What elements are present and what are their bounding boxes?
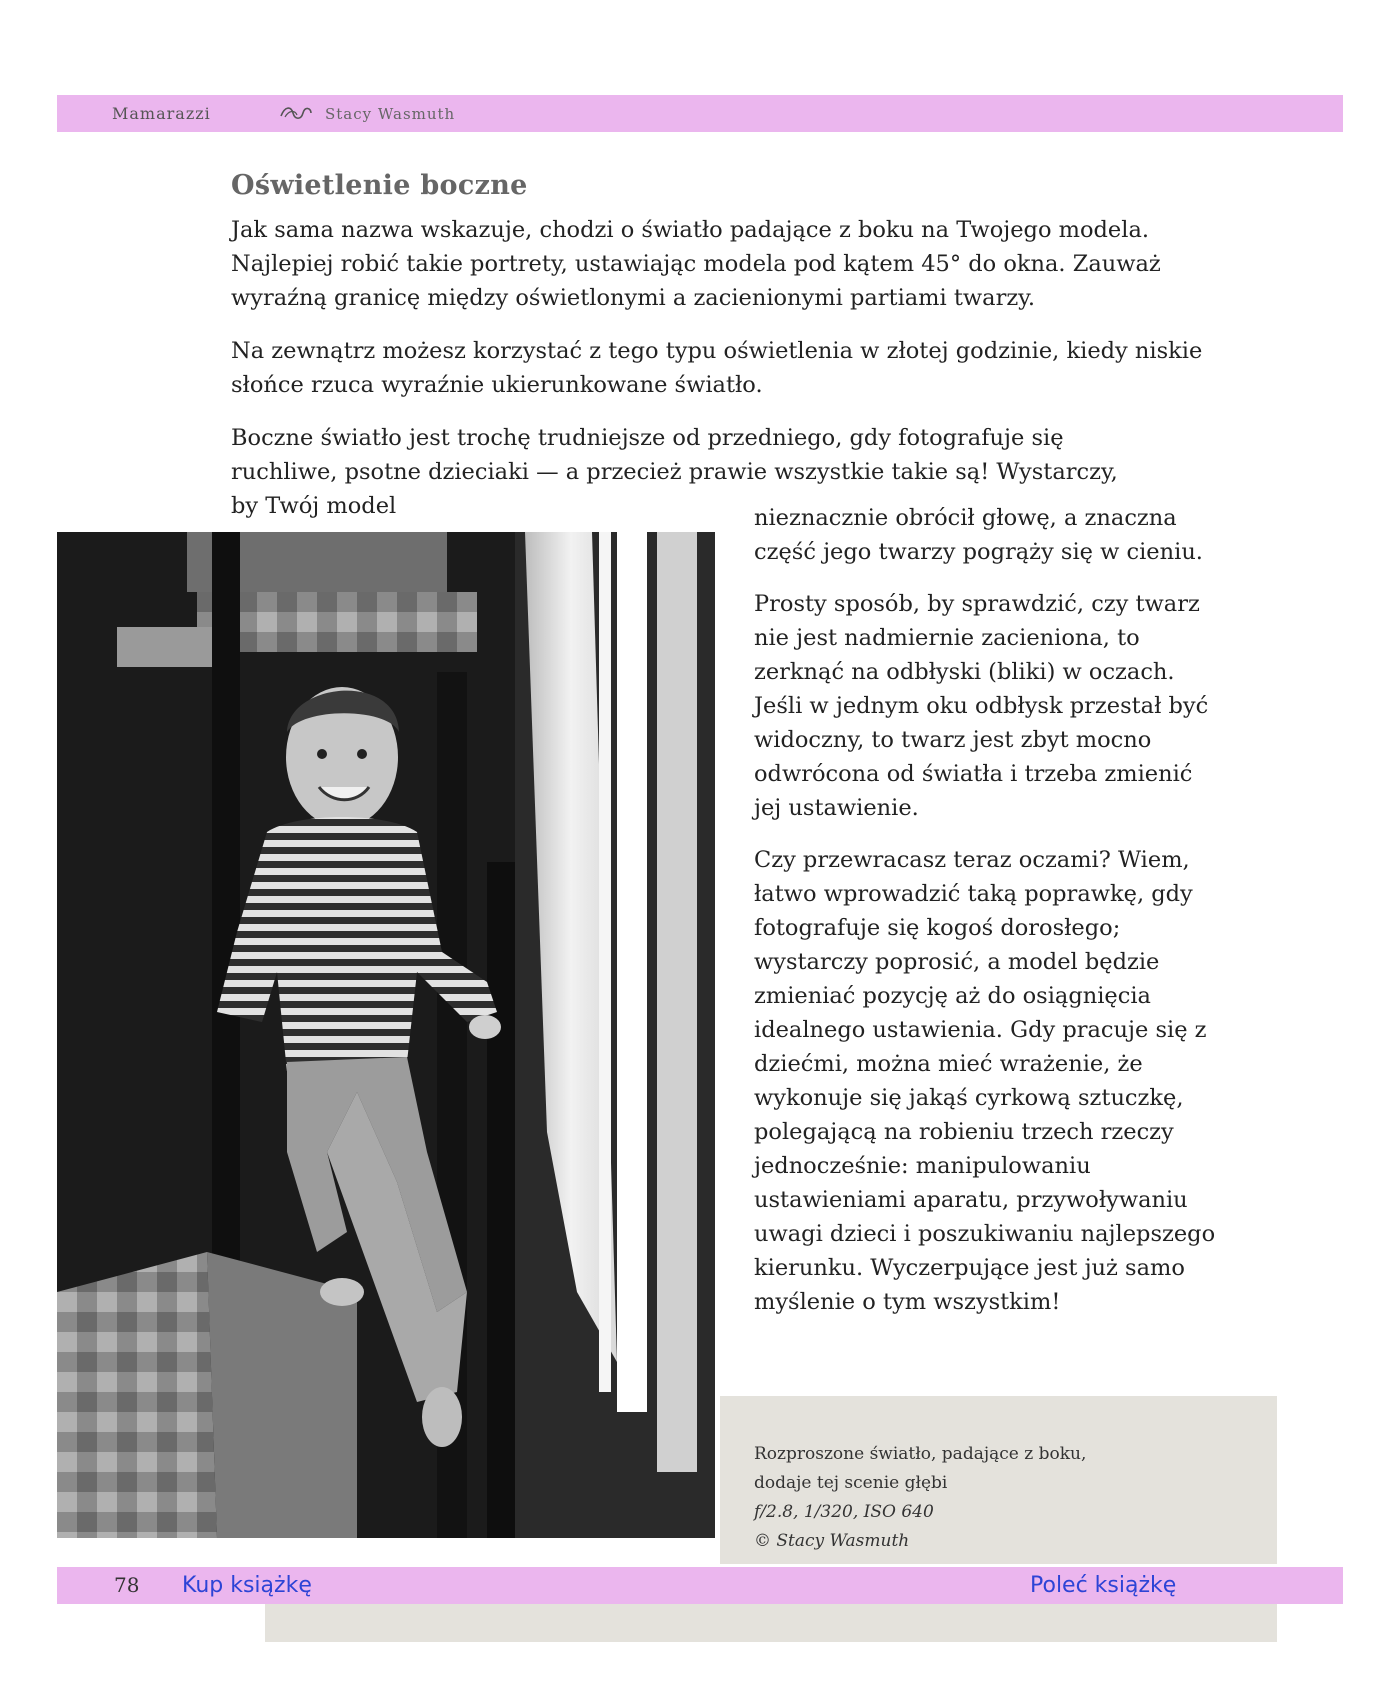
- section-title: Oświetlenie boczne: [231, 170, 528, 201]
- recommend-book-link[interactable]: Poleć książkę: [1030, 1573, 1177, 1598]
- caption-credit: © Stacy Wasmuth: [754, 1531, 910, 1551]
- caption-line: dodaje tej scenie głębi: [754, 1473, 948, 1493]
- paragraph: Boczne światło jest trochę trudniejsze od przedniego, gdy fotografuje się ruchliwe, psotne dzieciaki — a przecież prawie wszystkie takie są! Wystarczy, by Twój model: [231, 425, 1118, 519]
- page-number: 78: [114, 1573, 140, 1597]
- paragraph: Czy przewracasz teraz oczami? Wiem, łatwo wprowadzić taką poprawkę, gdy fotografuje się kogoś dorosłego; wystarczy poprosić, a model będzie zmieniać pozycję aż do osiągnięcia idealnego ustawienia. Gdy pracuje się z dziećmi, można mieć wrażenie, że wykonuje się jakąś cyrkową sztuczkę, polegającą na robieniu trzech rzeczy jednocześnie: manipulowaniu ustawieniami aparatu, przywoływaniu uwagi dzieci i poszukiwaniu najlepszego kierunku. Wyczerpujące jest już samo myślenie o tym wszystkim!: [754, 847, 1216, 1315]
- boy-window-photo: [57, 532, 715, 1538]
- running-footer: [57, 1567, 1343, 1604]
- caption-background-strip: [265, 1604, 1277, 1642]
- author-name: Stacy Wasmuth: [325, 105, 456, 123]
- photo-caption: [754, 1440, 1234, 1556]
- paragraph: Prosty sposób, by sprawdzić, czy twarz nie jest nadmiernie zacieniona, to zerknąć na odbłyski (bliki) w oczach. Jeśli w jednym oku odbłysk przestał być widoczny, to twarz jest zbyt mocno odwrócona od światła i trzeba zmienić jej ustawienie.: [754, 591, 1209, 821]
- ornament-icon: [279, 104, 313, 122]
- book-title: Mamarazzi: [112, 104, 211, 123]
- paragraph: Na zewnątrz możesz korzystać z tego typu oświetlenia w złotej godzinie, kiedy niskie słońce rzuca wyraźnie ukierunkowane światło.: [231, 338, 1203, 398]
- right-column-text: [754, 501, 1224, 1337]
- paragraph: nieznacznie obrócił głowę, a znaczna część jego twarzy pogrąży się w cieniu.: [754, 505, 1203, 565]
- caption-line: Rozproszone światło, padające z boku,: [754, 1444, 1087, 1464]
- running-header: [57, 95, 1343, 132]
- paragraph: Jak sama nazwa wskazuje, chodzi o światło padające z boku na Twojego modela. Najlepiej robić takie portrety, ustawiając modela pod kątem 45° do okna. Zauważ wyraźną granicę między oświetlonymi a zacienionymi partiami twarzy.: [231, 217, 1161, 311]
- main-text: [231, 170, 1211, 542]
- buy-book-link[interactable]: Kup książkę: [182, 1573, 312, 1598]
- caption-exif: f/2.8, 1/320, ISO 640: [754, 1502, 934, 1522]
